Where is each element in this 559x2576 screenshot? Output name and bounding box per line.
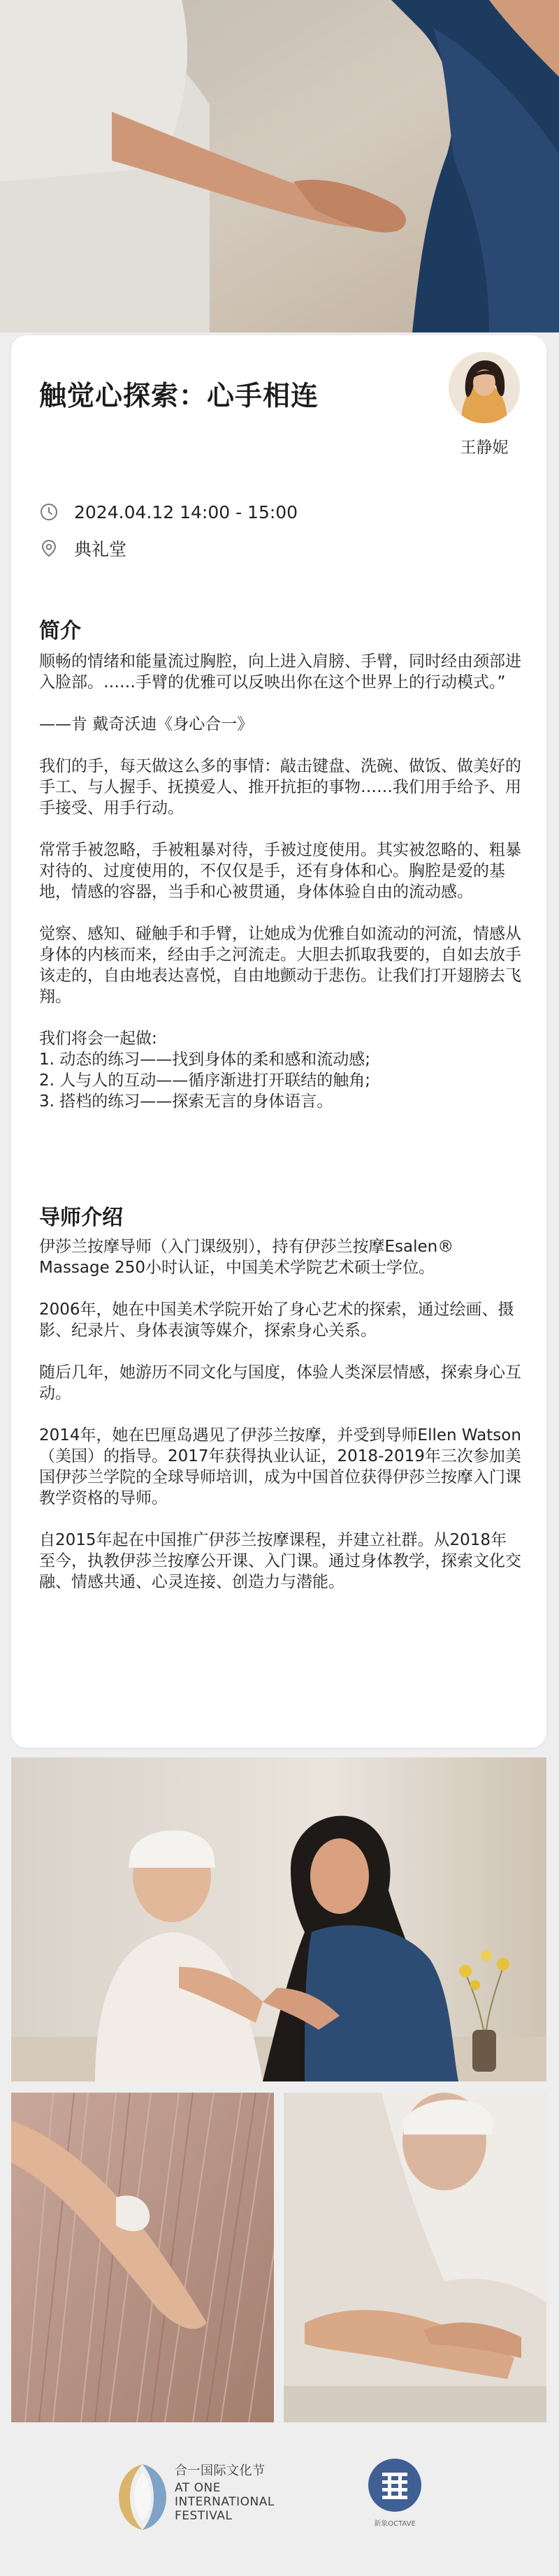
practice-list <box>39 1028 521 1112</box>
mentor-paragraph: 伊莎兰按摩导师（入门课级别），持有伊莎兰按摩Esalen® Massage 250小时认证，中国美术学院艺术硕士学位。 <box>39 1238 454 1277</box>
brand-name-en: AT ONE <box>175 2481 221 2495</box>
hero-photo <box>0 0 559 332</box>
brand-name-en: FESTIVAL <box>175 2509 233 2523</box>
event-time: 2024.04.12 14:00 - 15:00 <box>74 502 298 522</box>
mentor-paragraph: 2006年，她在中国美术学院开始了身心艺术的探索，通过绘画、摄影、纪录片、身体表演等媒介，探索身心关系。 <box>39 1301 514 1340</box>
event-location: 典礼堂 <box>74 539 127 559</box>
brand-name-cn: 合一国际文化节 <box>175 2464 266 2478</box>
location-pin-icon <box>39 539 59 558</box>
octave-brand-name: 新象OCTAVE <box>374 2520 416 2528</box>
mentor-paragraph: 自2015年起在中国推广伊莎兰按摩课程，并建立社群。从2018年至今，执教伊莎兰按摩公开课、入门课。通过身体教学，探索文化交融、情感共通、心灵连接、创造力与潜能。 <box>39 1531 521 1591</box>
brand-name-en: INTERNATIONAL <box>175 2495 275 2509</box>
mentor-paragraph: 随后几年，她游历不同文化与国度，体验人类深层情感，探索身心互动。 <box>39 1363 521 1403</box>
practice-item: 1. 动态的练习——找到身体的柔和感和流动感; <box>39 1051 371 1069</box>
gallery-photo <box>284 2093 546 2422</box>
practice-intro: 我们将会一起做: <box>39 1030 157 1048</box>
mentor-text <box>39 1236 521 1593</box>
mentor-heading: 导师介绍 <box>39 1206 123 1230</box>
event-location-row <box>39 536 126 560</box>
speaker-name: 王静妮 <box>460 439 509 457</box>
event-title: 触觉心探索：心手相连 <box>39 381 319 412</box>
at-one-festival-brand <box>175 2464 275 2523</box>
intro-paragraph: 顺畅的情绪和能量流过胸腔，向上进入肩膀、手臂，同时经由颈部进入脸部。……手臂的优雅可以反映出你在这个世界上的行动模式。” <box>39 652 521 691</box>
gallery-photo <box>11 1757 546 2081</box>
mentor-paragraph: 2014年，她在巴厘岛遇见了伊莎兰按摩，并受到导师Ellen Watson（美国）的指导。2017年获得执业认证，2018-2019年三次参加美国伊莎兰学院的全球导师培训，成为中国首位获得伊莎兰按摩入门课教学资格的导师。 <box>39 1426 521 1507</box>
intro-paragraph: 常常手被忽略，手被粗暴对待，手被过度使用。其实被忽略的、粗暴对待的、过度使用的，不仅仅是手，还有身体和心。胸腔是爱的基地，情感的容器，当手和心被贯通，身体体验自由的流动感。 <box>39 841 521 901</box>
practice-item: 2. 人与人的互动——循序渐进打开联结的触角; <box>39 1071 371 1090</box>
event-card <box>11 335 546 1748</box>
event-time-row <box>39 500 298 524</box>
intro-heading: 简介 <box>39 619 81 643</box>
practice-item: 3. 搭档的练习——探索无言的身体语言。 <box>39 1092 333 1111</box>
speaker-avatar[interactable] <box>449 352 520 423</box>
intro-paragraph: 我们的手，每天做这么多的事情：敲击键盘、洗碗、做饭、做美好的手工、与人握手、抚摸爱人、推开抗拒的事物……我们用手给予、用手接受、用手行动。 <box>39 757 521 817</box>
clock-icon <box>39 502 59 522</box>
intro-quote-source: ——肯 戴奇沃迪《身心合一》 <box>39 715 254 733</box>
gallery-photo <box>11 2093 274 2422</box>
octave-logo <box>367 2457 423 2513</box>
intro-text <box>39 651 521 1112</box>
at-one-festival-logo <box>115 2459 170 2535</box>
intro-paragraph: 觉察、感知、碰触手和手臂，让她成为优雅自如流动的河流，情感从身体的内核而来，经由手之河流走。大胆去抓取我要的，自如去放手该走的，自由地表达喜悦，自由地颤动于悲伤。让我们打开翅膀去飞翔。 <box>39 925 521 1006</box>
